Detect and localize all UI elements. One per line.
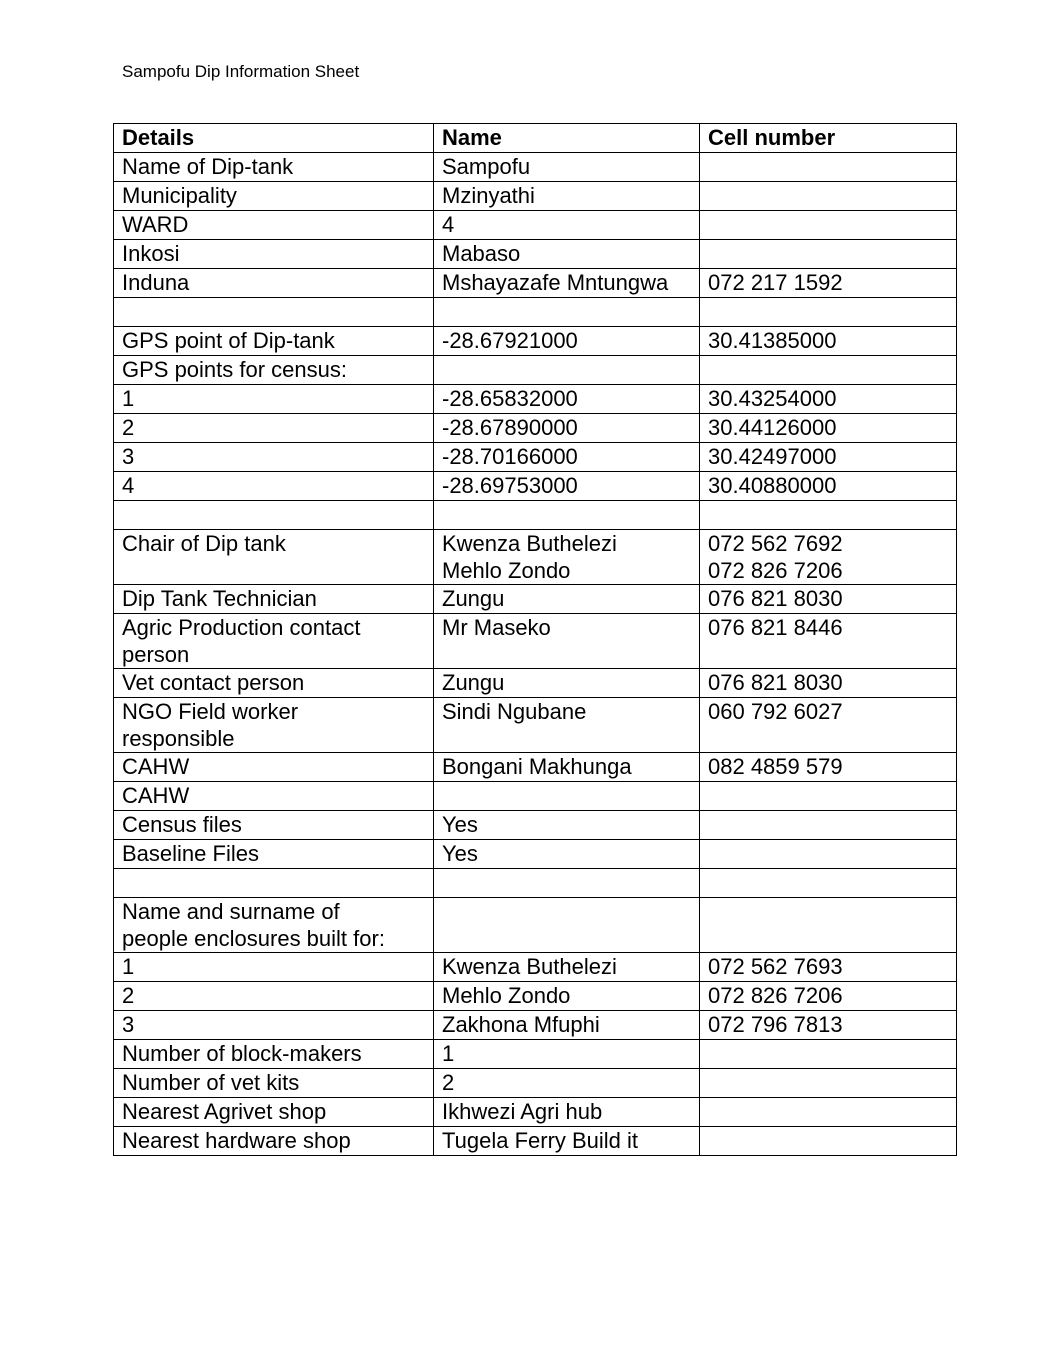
cell-text: 072 562 7692 [708, 531, 843, 556]
table-row [114, 530, 957, 585]
details-cell [114, 182, 434, 211]
cell-number-cell [700, 298, 957, 327]
details-cell [114, 1127, 434, 1156]
details-cell [114, 385, 434, 414]
table-row [114, 182, 957, 211]
details-cell [114, 1040, 434, 1069]
name-cell [434, 443, 700, 472]
cell-text: person [122, 642, 190, 667]
cell-text: Kwenza Buthelezi [442, 531, 617, 556]
name-cell [434, 356, 700, 385]
cell-text: CAHW [122, 783, 190, 808]
cell-text: Vet contact person [122, 670, 305, 695]
cell-number-cell [700, 1069, 957, 1098]
column-header-name: Name [434, 124, 700, 153]
cell-text: GPS points for census: [122, 357, 347, 382]
cell-text: Bongani Makhunga [442, 754, 632, 779]
cell-text: Kwenza Buthelezi [442, 954, 617, 979]
name-cell [434, 153, 700, 182]
table-row [114, 1040, 957, 1069]
cell-text: Baseline Files [122, 841, 259, 866]
cell-text: 076 821 8030 [708, 670, 843, 695]
cell-text: Agric Production contact [122, 615, 361, 640]
details-cell [114, 501, 434, 530]
details-cell [114, 782, 434, 811]
cell-number-cell [700, 530, 957, 585]
table-row [114, 501, 957, 530]
details-cell [114, 1069, 434, 1098]
cell-text: CAHW [122, 754, 190, 779]
table-body [114, 124, 957, 1156]
details-cell [114, 414, 434, 443]
cell-text: Mshayazafe Mntungwa [442, 270, 669, 295]
cell-number-cell [700, 614, 957, 669]
name-cell [434, 698, 700, 753]
cell-number-cell [700, 356, 957, 385]
details-cell [114, 1011, 434, 1040]
name-cell [434, 211, 700, 240]
cell-number-cell [700, 953, 957, 982]
table-row [114, 698, 957, 753]
name-cell [434, 811, 700, 840]
page-title: Sampofu Dip Information Sheet [122, 62, 360, 81]
table-row [114, 385, 957, 414]
cell-text: 060 792 6027 [708, 699, 843, 724]
cell-text: Name and surname of [122, 899, 340, 924]
cell-text: 1 [122, 954, 135, 979]
cell-text: Census files [122, 812, 242, 837]
column-header-details: Details [114, 124, 434, 153]
cell-text: GPS point of Dip-tank [122, 328, 335, 353]
cell-number-cell [700, 211, 957, 240]
table-row [114, 585, 957, 614]
details-cell [114, 269, 434, 298]
cell-text: Mabaso [442, 241, 521, 266]
table-row [114, 982, 957, 1011]
table-row [114, 211, 957, 240]
cell-number-cell [700, 1127, 957, 1156]
cell-text: Mzinyathi [442, 183, 535, 208]
cell-number-cell [700, 153, 957, 182]
name-cell [434, 1098, 700, 1127]
details-cell [114, 443, 434, 472]
table-row [114, 298, 957, 327]
cell-text: Zungu [442, 670, 505, 695]
cell-text: 2 [442, 1070, 455, 1095]
details-cell [114, 669, 434, 698]
cell-text: Tugela Ferry Build it [442, 1128, 639, 1153]
cell-number-cell [700, 669, 957, 698]
cell-number-cell [700, 501, 957, 530]
cell-text: Nearest Agrivet shop [122, 1099, 327, 1124]
cell-number-cell [700, 869, 957, 898]
cell-text: Sindi Ngubane [442, 699, 587, 724]
cell-text: people enclosures built for: [122, 926, 385, 951]
cell-text: Nearest hardware shop [122, 1128, 351, 1153]
details-cell [114, 698, 434, 753]
cell-text: Dip Tank Technician [122, 586, 317, 611]
name-cell [434, 414, 700, 443]
name-cell [434, 898, 700, 953]
cell-text: WARD [122, 212, 189, 237]
cell-text: Yes [442, 812, 478, 837]
cell-number-cell [700, 443, 957, 472]
cell-text: -28.69753000 [442, 473, 578, 498]
cell-text: 072 796 7813 [708, 1012, 843, 1037]
details-cell [114, 840, 434, 869]
cell-text: 072 826 7206 [708, 558, 843, 583]
cell-text: Mr Maseko [442, 615, 551, 640]
table-row [114, 240, 957, 269]
cell-number-cell [700, 698, 957, 753]
details-cell [114, 153, 434, 182]
cell-number-cell [700, 811, 957, 840]
details-cell [114, 240, 434, 269]
dip-info-table [113, 123, 957, 1156]
cell-text: 082 4859 579 [708, 754, 843, 779]
details-cell [114, 585, 434, 614]
cell-number-cell [700, 472, 957, 501]
name-cell [434, 501, 700, 530]
table-row [114, 953, 957, 982]
table-row [114, 753, 957, 782]
name-cell [434, 869, 700, 898]
cell-number-cell [700, 385, 957, 414]
cell-text: 3 [122, 444, 135, 469]
cell-text: -28.70166000 [442, 444, 578, 469]
cell-text: Zungu [442, 586, 505, 611]
cell-text: 076 821 8446 [708, 615, 843, 640]
cell-number-cell [700, 753, 957, 782]
name-cell [434, 472, 700, 501]
name-cell [434, 614, 700, 669]
cell-text: 2 [122, 983, 135, 1008]
details-cell [114, 614, 434, 669]
details-cell [114, 1098, 434, 1127]
cell-text: 30.43254000 [708, 386, 837, 411]
cell-text: 4 [122, 473, 135, 498]
cell-text: Sampofu [442, 154, 531, 179]
name-cell [434, 1127, 700, 1156]
details-cell [114, 869, 434, 898]
name-cell [434, 385, 700, 414]
cell-text: Zakhona Mfuphi [442, 1012, 600, 1037]
cell-text: 076 821 8030 [708, 586, 843, 611]
cell-text: Number of vet kits [122, 1070, 300, 1095]
details-cell [114, 982, 434, 1011]
cell-number-cell [700, 1011, 957, 1040]
details-cell [114, 530, 434, 585]
details-cell [114, 953, 434, 982]
cell-text: 072 562 7693 [708, 954, 843, 979]
cell-text: Mehlo Zondo [442, 983, 571, 1008]
table-row [114, 1127, 957, 1156]
name-cell [434, 240, 700, 269]
table-row [114, 153, 957, 182]
name-cell [434, 327, 700, 356]
name-cell [434, 269, 700, 298]
cell-text: 072 217 1592 [708, 270, 843, 295]
cell-text: -28.65832000 [442, 386, 578, 411]
table-row [114, 414, 957, 443]
cell-text: -28.67890000 [442, 415, 578, 440]
table-row [114, 898, 957, 953]
column-header-cell-number: Cell number [700, 124, 957, 153]
cell-text: Mehlo Zondo [442, 558, 571, 583]
cell-text: 30.42497000 [708, 444, 837, 469]
cell-text: Municipality [122, 183, 237, 208]
cell-text: 1 [122, 386, 135, 411]
cell-text: 30.44126000 [708, 415, 837, 440]
cell-text: 30.40880000 [708, 473, 837, 498]
cell-number-cell [700, 840, 957, 869]
cell-text: 3 [122, 1012, 135, 1037]
cell-text: Chair of Dip tank [122, 531, 286, 556]
table-header-row [114, 124, 957, 153]
details-cell [114, 753, 434, 782]
name-cell [434, 669, 700, 698]
details-cell [114, 898, 434, 953]
cell-number-cell [700, 898, 957, 953]
details-cell [114, 472, 434, 501]
cell-number-cell [700, 327, 957, 356]
cell-number-cell [700, 182, 957, 211]
table-row [114, 840, 957, 869]
cell-number-cell [700, 982, 957, 1011]
cell-number-cell [700, 414, 957, 443]
cell-text: 2 [122, 415, 135, 440]
table-row [114, 472, 957, 501]
name-cell [434, 585, 700, 614]
name-cell [434, 1040, 700, 1069]
table-row [114, 356, 957, 385]
table-row [114, 1098, 957, 1127]
name-cell [434, 840, 700, 869]
name-cell [434, 982, 700, 1011]
cell-text: Name of Dip-tank [122, 154, 294, 179]
table-row [114, 811, 957, 840]
cell-number-cell [700, 585, 957, 614]
name-cell [434, 1069, 700, 1098]
table-row [114, 869, 957, 898]
cell-number-cell [700, 269, 957, 298]
table-row [114, 614, 957, 669]
cell-text: Yes [442, 841, 478, 866]
name-cell [434, 782, 700, 811]
name-cell [434, 182, 700, 211]
cell-number-cell [700, 1098, 957, 1127]
cell-number-cell [700, 1040, 957, 1069]
name-cell [434, 753, 700, 782]
name-cell [434, 1011, 700, 1040]
cell-text: 1 [442, 1041, 455, 1066]
name-cell [434, 953, 700, 982]
details-cell [114, 211, 434, 240]
table-row [114, 1069, 957, 1098]
cell-text: -28.67921000 [442, 328, 578, 353]
cell-text: Ikhwezi Agri hub [442, 1099, 603, 1124]
cell-text: responsible [122, 726, 235, 751]
table-row [114, 327, 957, 356]
cell-text: NGO Field worker [122, 699, 299, 724]
cell-number-cell [700, 782, 957, 811]
cell-number-cell [700, 240, 957, 269]
details-cell [114, 811, 434, 840]
cell-text: Induna [122, 270, 190, 295]
cell-text: 30.41385000 [708, 328, 837, 353]
cell-text: 4 [442, 212, 455, 237]
table-row [114, 443, 957, 472]
details-cell [114, 327, 434, 356]
name-cell [434, 530, 700, 585]
cell-text: Number of block-makers [122, 1041, 362, 1066]
table-row [114, 782, 957, 811]
name-cell [434, 298, 700, 327]
table-row [114, 1011, 957, 1040]
cell-text: Inkosi [122, 241, 180, 266]
details-cell [114, 298, 434, 327]
table-row [114, 269, 957, 298]
details-cell [114, 356, 434, 385]
table-row [114, 669, 957, 698]
cell-text: 072 826 7206 [708, 983, 843, 1008]
